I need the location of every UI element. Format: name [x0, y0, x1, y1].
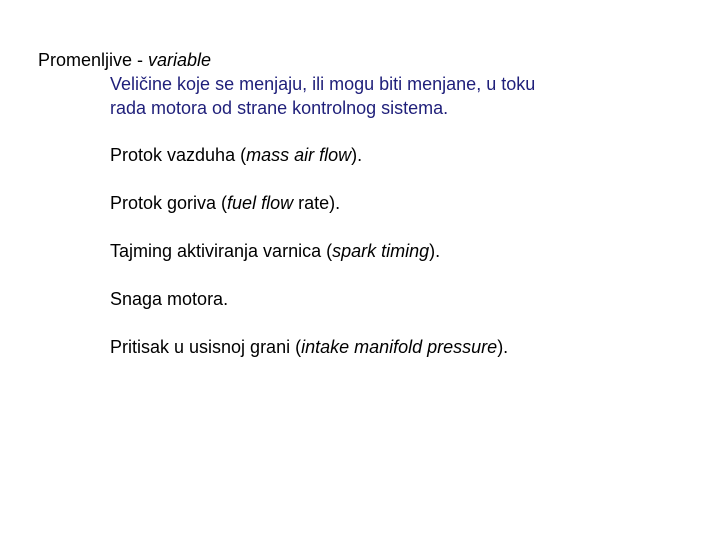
item-text: Pritisak u usisnoj grani ( — [110, 337, 302, 357]
slide-heading — [38, 48, 211, 72]
item-text-end: ). — [497, 337, 509, 357]
item-italic: fuel flow — [227, 193, 294, 213]
item-text: Snaga motora. — [110, 289, 229, 309]
item-text-end: ). — [351, 145, 363, 165]
item-italic: spark timing — [332, 241, 430, 261]
item-text: Protok vazduha ( — [110, 145, 247, 165]
list-item — [110, 335, 508, 359]
item-italic: mass air flow — [246, 145, 352, 165]
heading-term-italic: variable — [148, 50, 212, 70]
item-italic: intake manifold pressure — [301, 337, 498, 357]
definition-line-2: rada motora od strane kontrolnog sistema. — [110, 98, 449, 118]
item-text-end: rate). — [293, 193, 341, 213]
definition-line-1: Veličine koje se menjaju, ili mogu biti menjane, u toku — [110, 74, 536, 94]
item-text: Tajming aktiviranja varnica ( — [110, 241, 333, 261]
list-item — [110, 287, 228, 311]
list-item — [110, 239, 440, 263]
list-item — [110, 191, 340, 215]
heading-term: Promenljive - — [38, 50, 149, 70]
item-text: Protok goriva ( — [110, 193, 228, 213]
list-item — [110, 143, 362, 167]
item-text-end: ). — [429, 241, 441, 261]
